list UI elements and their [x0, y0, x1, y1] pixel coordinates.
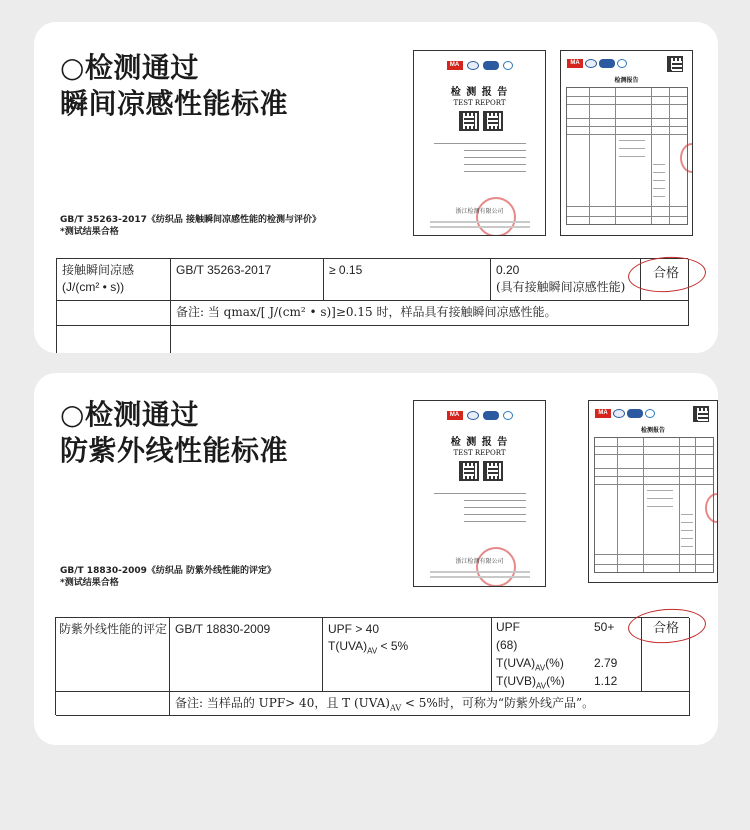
- form-line: [434, 143, 526, 144]
- form-line: [464, 514, 526, 515]
- report-cover-image: [413, 50, 546, 236]
- table-cell-note: 备注: 当 qmax/[ J/(cm² • s)]≥0.15 时，样品具有接触瞬间凉感性能。: [171, 301, 689, 326]
- ilac-logo-icon: [467, 61, 479, 70]
- result-upf-value: 50+: [594, 620, 615, 634]
- report-page-image: [560, 50, 693, 236]
- table-cell-empty: [57, 301, 171, 326]
- form-line: [464, 150, 526, 151]
- result-tuvb-value: 1.12: [594, 674, 618, 688]
- table-cell-requirement: UPF > 40 $T(UVA)_{AV} < 5\%$: [323, 618, 492, 692]
- report-data-grid: [566, 87, 688, 225]
- report-page-title: 检测报告: [640, 427, 665, 434]
- cooling-section-title: ○检测通过 瞬间凉感性能标准: [60, 51, 289, 120]
- table-cell-requirement: ≥ 0.15: [324, 259, 491, 301]
- official-seal-icon: [476, 197, 516, 236]
- uv-section-card: [34, 373, 718, 745]
- globe-logo-icon: [503, 61, 513, 70]
- report-cover-title-cn: 检 测 报 告: [450, 437, 509, 448]
- fine-print: [430, 576, 530, 578]
- globe-logo-icon: [503, 411, 513, 420]
- table-cell-empty: [171, 326, 689, 353]
- table-cell-result: 0.20 (具有接触瞬间凉感性能): [491, 259, 641, 301]
- table-cell-standard: GB/T 18830-2009: [170, 618, 323, 692]
- result-tuvb-label: $T(UVB)_{AV}(\%)$: [496, 674, 565, 691]
- form-line: [464, 521, 526, 522]
- ma-logo-icon: MA: [567, 59, 583, 68]
- report-cover-image: [413, 400, 546, 587]
- cnas-logo-icon: [483, 61, 499, 70]
- qr-code-icon: [483, 461, 503, 481]
- cnas-logo-icon: [627, 409, 643, 418]
- report-issuer: 浙江检测有限公司: [455, 558, 504, 565]
- form-line: [464, 157, 526, 158]
- table-cell-empty: [57, 326, 171, 353]
- ma-logo-icon: MA: [447, 411, 463, 420]
- ilac-logo-icon: [467, 411, 479, 420]
- verdict-pass: 合格: [653, 266, 680, 281]
- fine-print: [430, 226, 530, 228]
- table-cell-standard: GB/T 35263-2017: [171, 259, 324, 301]
- ma-logo-icon: MA: [595, 409, 611, 418]
- form-line: [464, 500, 526, 501]
- ilac-logo-icon: [585, 59, 597, 68]
- qr-code-icon: [459, 461, 479, 481]
- form-line: [464, 507, 526, 508]
- certification-logos: [414, 411, 545, 420]
- fine-print: [430, 571, 530, 573]
- table-cell-empty: [56, 692, 170, 716]
- official-seal-icon: [476, 547, 516, 587]
- ma-logo-icon: MA: [447, 61, 463, 70]
- qr-code-icon: [483, 111, 503, 131]
- report-cover-title-en: TEST REPORT: [453, 99, 506, 107]
- result-tuva-label: $T(UVA)_{AV}(\%)$: [496, 656, 564, 673]
- result-upf-measured: (68): [496, 638, 518, 652]
- cnas-logo-icon: [599, 59, 615, 68]
- cooling-section-card: [34, 22, 718, 353]
- qr-code-icon: [459, 111, 479, 131]
- result-tuva-value: 2.79: [594, 656, 618, 670]
- report-page-image: [588, 400, 718, 583]
- fine-print: [430, 221, 530, 223]
- qr-code-icon: [667, 56, 683, 72]
- verdict-pass: 合格: [653, 621, 680, 636]
- report-page-title: 检测报告: [614, 77, 639, 84]
- globe-logo-icon: [617, 59, 627, 68]
- report-cover-title-cn: 检 测 报 告: [450, 87, 509, 98]
- table-cell-note: 备注: 当样品的 UPF> 40，且 T $(UVA)_{AV} < 5\%$时，可称为“防紫外线产品”。: [170, 692, 690, 716]
- form-line: [464, 164, 526, 165]
- table-cell-item: 防紫外线性能的评定: [56, 618, 170, 692]
- uv-section-title: ○检测通过 防紫外线性能标准: [60, 398, 289, 467]
- report-data-grid: [594, 437, 714, 573]
- report-cover-title-en: TEST REPORT: [453, 449, 506, 457]
- form-line: [434, 493, 526, 494]
- report-issuer: 浙江检测有限公司: [455, 208, 504, 215]
- qr-code-icon: [693, 406, 709, 422]
- cooling-result-table: [56, 258, 688, 353]
- ilac-logo-icon: [613, 409, 625, 418]
- certification-logos: [414, 61, 545, 70]
- globe-logo-icon: [645, 409, 655, 418]
- uv-standard-caption: GB/T 18830-2009《纺织品 防紫外线性能的评定》 *测试结果合格: [60, 566, 277, 588]
- cooling-standard-caption: GB/T 35263-2017《纺织品 接触瞬间凉感性能的检测与评价》 *测试结果合格: [60, 215, 322, 237]
- result-upf-label: UPF: [496, 620, 520, 634]
- form-line: [464, 171, 526, 172]
- cnas-logo-icon: [483, 411, 499, 420]
- table-cell-item: 接触瞬间凉感 (J/(cm² • s)): [57, 259, 171, 301]
